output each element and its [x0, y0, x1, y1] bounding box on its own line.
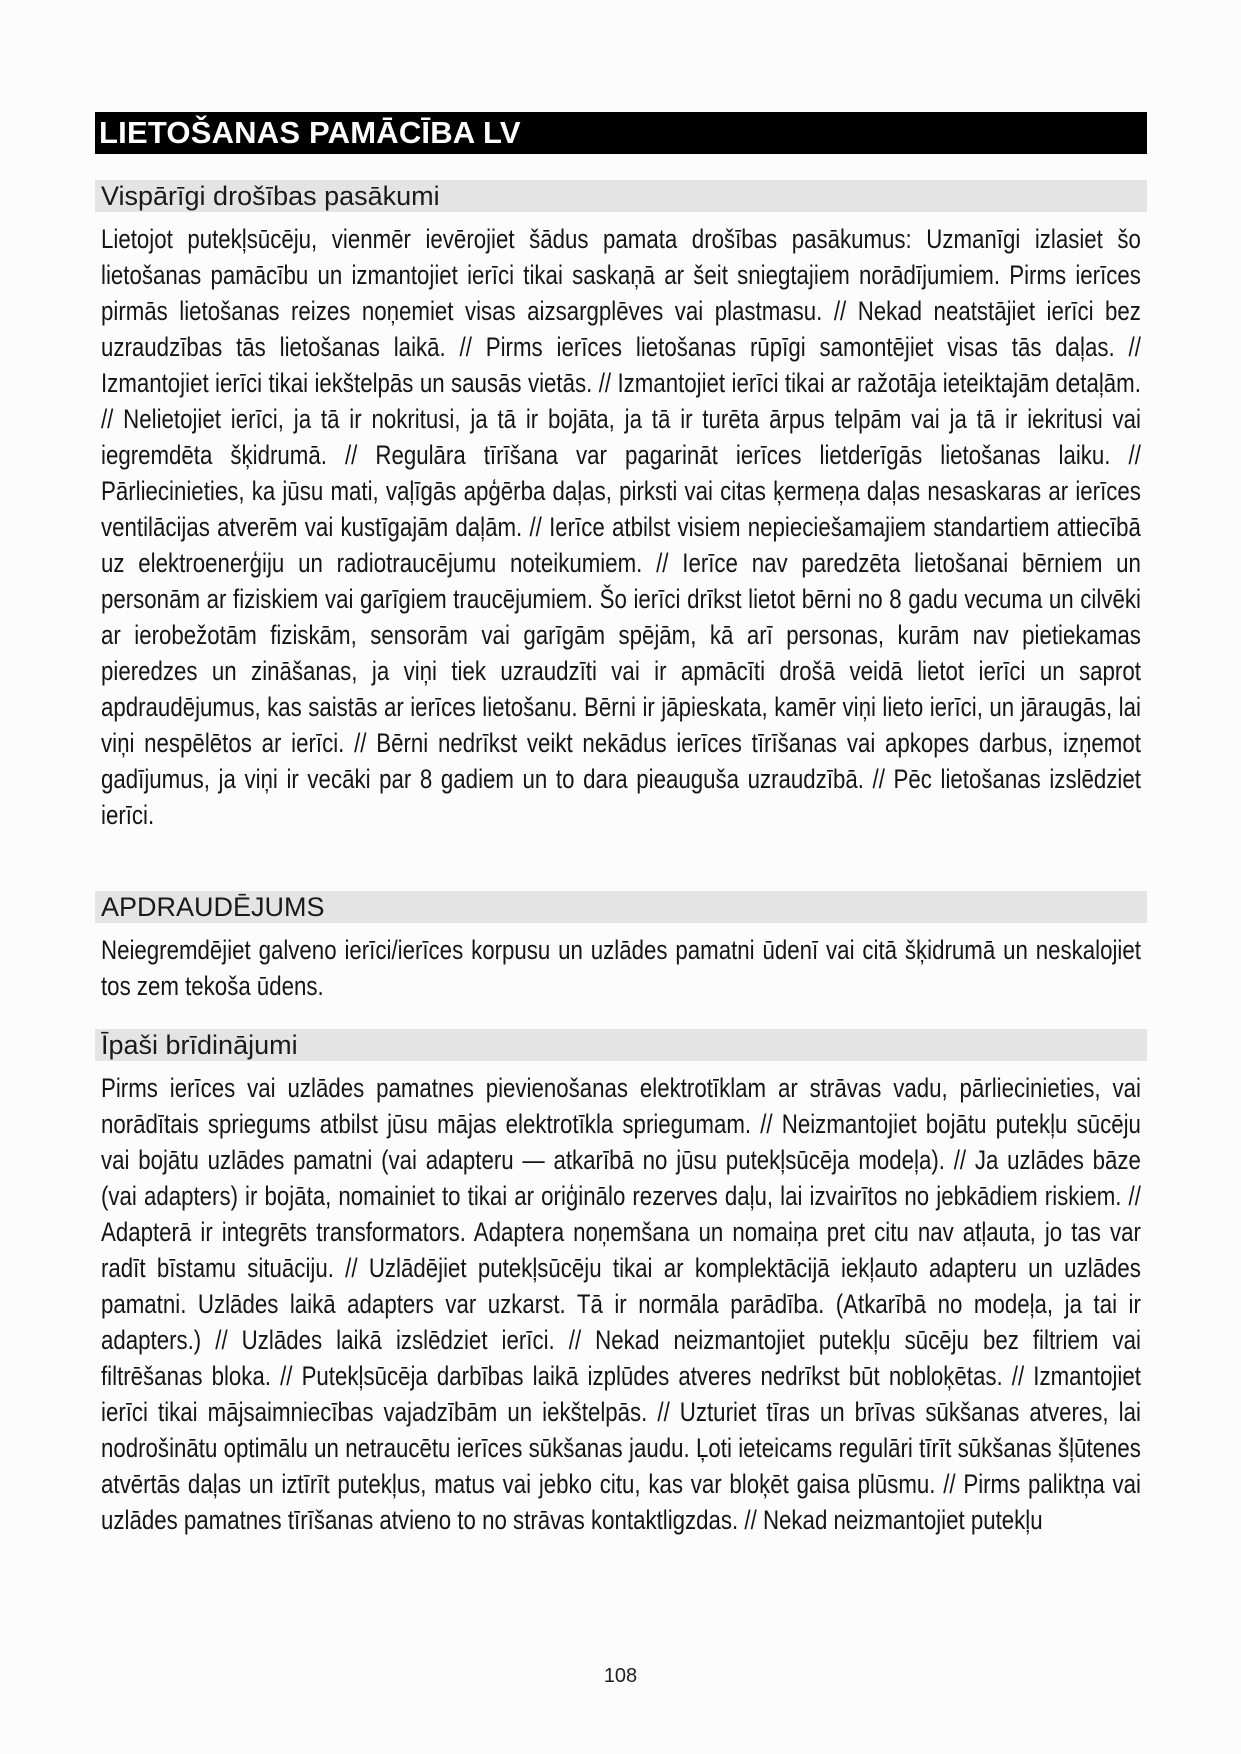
page-number: 108 [603, 1665, 638, 1687]
section-body-general-safety: Lietojot putekļsūcēju, vienmēr ievērojiet šādus pamata drošības pasākumus: Uzmanīgi izlasiet šo lietošanas pamācību un izmantojiet ierīci tikai saskaņā ar šeit sniegtajiem norādījumiem. Pirms ierīces pirmās lietošanas reizes noņemiet visas aizsargplēves vai plastmasu. // Nekad neatstājiet ierīci bez uzraudzības tās lietošanas laikā. // Pirms ierīces lietošanas rūpīgi samontējiet visas tās daļas. // Izmantojiet ierīci tikai iekštelpās un sausās vietās. // Izmantojiet ierīci tikai ar ražotāja ieteiktajām detaļām. // Nelietojiet ierīci, ja tā ir nokritusi, ja tā ir bojāta, ja tā ir turēta ārpus telpām vai ja tā ir iekritusi vai iegremdēta šķidrumā. // Regulāra tīrīšana var pagarināt ierīces lietderīgās lietošanas laiku. // Pārliecinieties, ka jūsu mati, vaļīgās apģērba daļas, pirksti vai citas ķermeņa daļas nesaskaras ar ierīces ventilācijas atverēm vai kustīgajām daļām. // Ierīce atbilst visiem nepieciešamajiem standartiem attiecībā uz elektroenerģiju un radiotraucējumu noteikumiem. // Ierīce nav paredzēta lietošanai bērniem un personām ar fiziskiem vai garīgiem traucējumiem. Šo ierīci drīkst lietot bērni no 8 gadu vecuma un cilvēki ar ierobežotām fiziskām, sensorām vai garīgām spējām, kā arī personas, kurām nav pietiekamas pieredzes un zināšanas, ja viņi tiek uzraudzīti vai ir apmācīti drošā veidā lietot ierīci un saprot apdraudējumus, kas saistās ar ierīces lietošanu. Bērni ir jāpieskata, kamēr viņi lieto ierīci, un jāraugās, lai viņi nespēlētos ar ierīci. // Bērni nedrīkst veikt nekādus ierīces tīrīšanas vai apkopes darbus, izņemot gadījumus, ja viņi ir vecāki par 8 gadiem un to dara pieauguša uzraudzībā. // Pēc lietošanas izslēdziet ierīci. [101, 224, 1141, 830]
section-body-special-warnings: Pirms ierīces vai uzlādes pamatnes pievienošanas elektrotīklam ar strāvas vadu, pārliecinieties, vai norādītais spriegums atbilst jūsu mājas elektrotīkla spriegumam. // Neizmantojiet bojātu putekļu sūcēju vai bojātu uzlādes pamatni (vai adapteru — atkarībā no jūsu putekļsūcēja modeļa). // Ja uzlādes bāze (vai adapters) ir bojāta, nomainiet to tikai ar oriģinālo rezerves daļu, lai izvairītos no jebkādiem riskiem. // Adapterā ir integrēts transformators. Adaptera noņemšana un nomaiņa pret citu nav atļauta, jo tas var radīt bīstamu situāciju. // Uzlādējiet putekļsūcēju tikai ar komplektācijā iekļauto adapteru un uzlādes pamatni. Uzlādes laikā adapters var uzkarst. Tā ir normāla parādība. (Atkarībā no modeļa, ja tai ir adapters.) // Uzlādes laikā izslēdziet ierīci. // Nekad neizmantojiet putekļu sūcēju bez filtriem vai filtrēšanas bloka. // Putekļsūcēja darbības laikā izplūdes atveres nedrīkst būt nobloķētas. // Izmantojiet ierīci tikai mājsaimniecības vajadzībām un iekštelpās. // Uzturiet tīras un brīvas sūkšanas atveres, lai nodrošinātu optimālu un netraucētu ierīces sūkšanas jaudu. Ļoti ieteicams regulāri tīrīt sūkšanas šļūtenes atvērtās daļas un iztīrīt putekļus, matus vai jebko citu, kas var bloķēt gaisa plūsmu. // Pirms paliktņa vai uzlādes pamatnes tīrīšanas atvieno to no strāvas kontaktligzdas. // Nekad neizmantojiet putekļu [101, 1073, 1141, 1535]
section-heading-danger: APDRAUDĒJUMS [95, 891, 1147, 923]
document-title: LIETOŠANAS PAMĀCĪBA LV [95, 112, 1147, 154]
section-body-danger: Neiegremdējiet galveno ierīci/ierīces korpusu un uzlādes pamatni ūdenī vai citā šķidrumā un neskalojiet tos zem tekoša ūdens. [101, 935, 1141, 1001]
section-heading-general-safety: Vispārīgi drošības pasākumi [95, 180, 1147, 212]
section-heading-special-warnings: Īpaši brīdinājumi [95, 1029, 1147, 1061]
